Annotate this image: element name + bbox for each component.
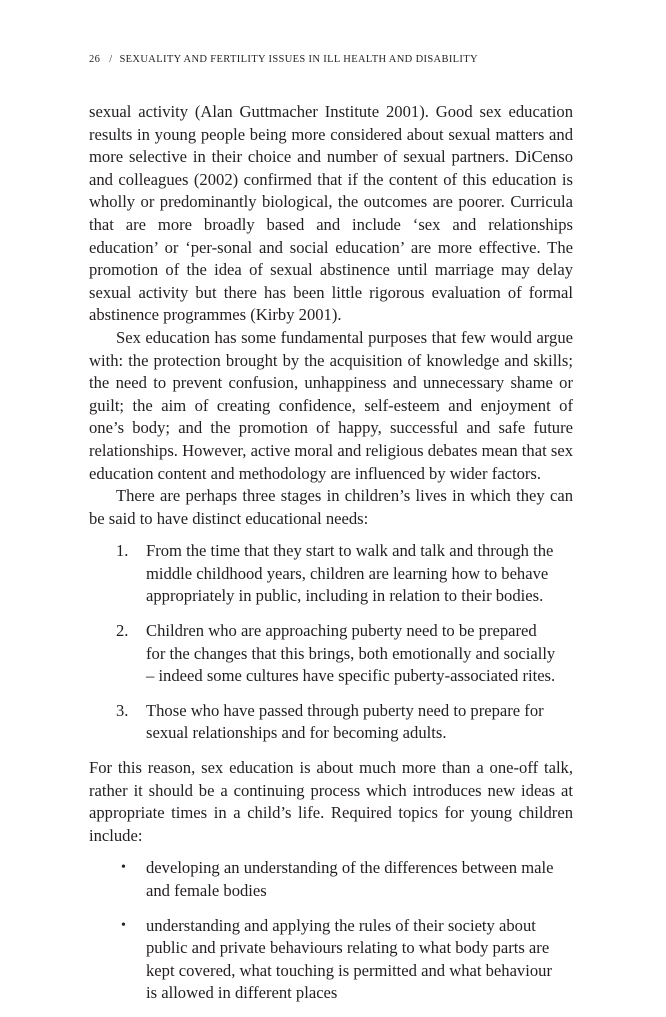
- list-item-text: developing an understanding of the differences between male and female bodies: [146, 858, 554, 900]
- body-text: [89, 101, 573, 1017]
- list-item: [89, 700, 573, 745]
- list-marker: 1.: [116, 541, 129, 561]
- list-marker: 2.: [116, 621, 129, 641]
- header-separator: /: [109, 54, 113, 65]
- list-item-text: Those who have passed through puberty need to prepare for sexual relationships and for becoming adults.: [146, 700, 544, 743]
- paragraph-1: sexual activity (Alan Guttmacher Institute 2001). Good sex education results in young people being more considered about sexual matters and more selective in their choice and number of sexual partners. DiCenso and colleagues (2002) confirmed that if the content of this education is wholly or predominantly biological, the outcomes are poorer. Curricula that are more broadly based and include ‘sex and relationships education’ or ‘per-sonal and social education’ are more effective. The promotion of the idea of sexual abstinence until marriage may delay sexual activity but there has been little rigorous evaluation of formal abstinence programmes (Kirby 2001).: [89, 102, 573, 325]
- list-item: [89, 915, 573, 1005]
- numbered-list: [89, 540, 573, 745]
- paragraph-2: Sex education has some fundamental purposes that few would argue with: the protection brought by the acquisition of knowledge and skills; the need to prevent confusion, unhappiness and unnecessary shame or guilt; the aim of creating confidence, self-esteem and enjoyment of one’s body; and the promotion of happy, successful and safe future relationships. However, active moral and religious debates mean that sex education content and methodology are influenced by wider factors.: [89, 327, 573, 483]
- page-number: 26: [89, 54, 101, 65]
- list-item-text: Children who are approaching puberty need to be prepared for the changes that this brings, both emotionally and socially – indeed some cultures have specific puberty-associated rites.: [146, 621, 556, 686]
- list-item-text: From the time that they start to walk and talk and through the middle childhood years, children are learning how to behave appropriately in public, including in relation to their bodies.: [146, 541, 554, 606]
- bullet-list: [89, 857, 573, 1005]
- bullet-icon: •: [121, 917, 126, 933]
- paragraph-4: For this reason, sex education is about much more than a one-off talk, rather it should be a continuing process which introduces new ideas at appropriate times in a child’s life. Required topics for young children include:: [89, 758, 573, 845]
- paragraph-3: There are perhaps three stages in children’s lives in which they can be said to have distinct educational needs:: [89, 486, 573, 528]
- list-item: [89, 540, 573, 608]
- list-marker: 3.: [116, 700, 129, 720]
- list-item: [89, 857, 573, 902]
- bullet-icon: •: [121, 860, 126, 876]
- running-header: [89, 54, 478, 65]
- list-item: [89, 620, 573, 688]
- list-item-text: understanding and applying the rules of their society about public and private behaviours relating to what body parts are kept covered, what touching is permitted and what behaviour is allowed in different places: [146, 915, 552, 1003]
- running-title: SEXUALITY AND FERTILITY ISSUES IN ILL HEALTH AND DISABILITY: [119, 54, 478, 65]
